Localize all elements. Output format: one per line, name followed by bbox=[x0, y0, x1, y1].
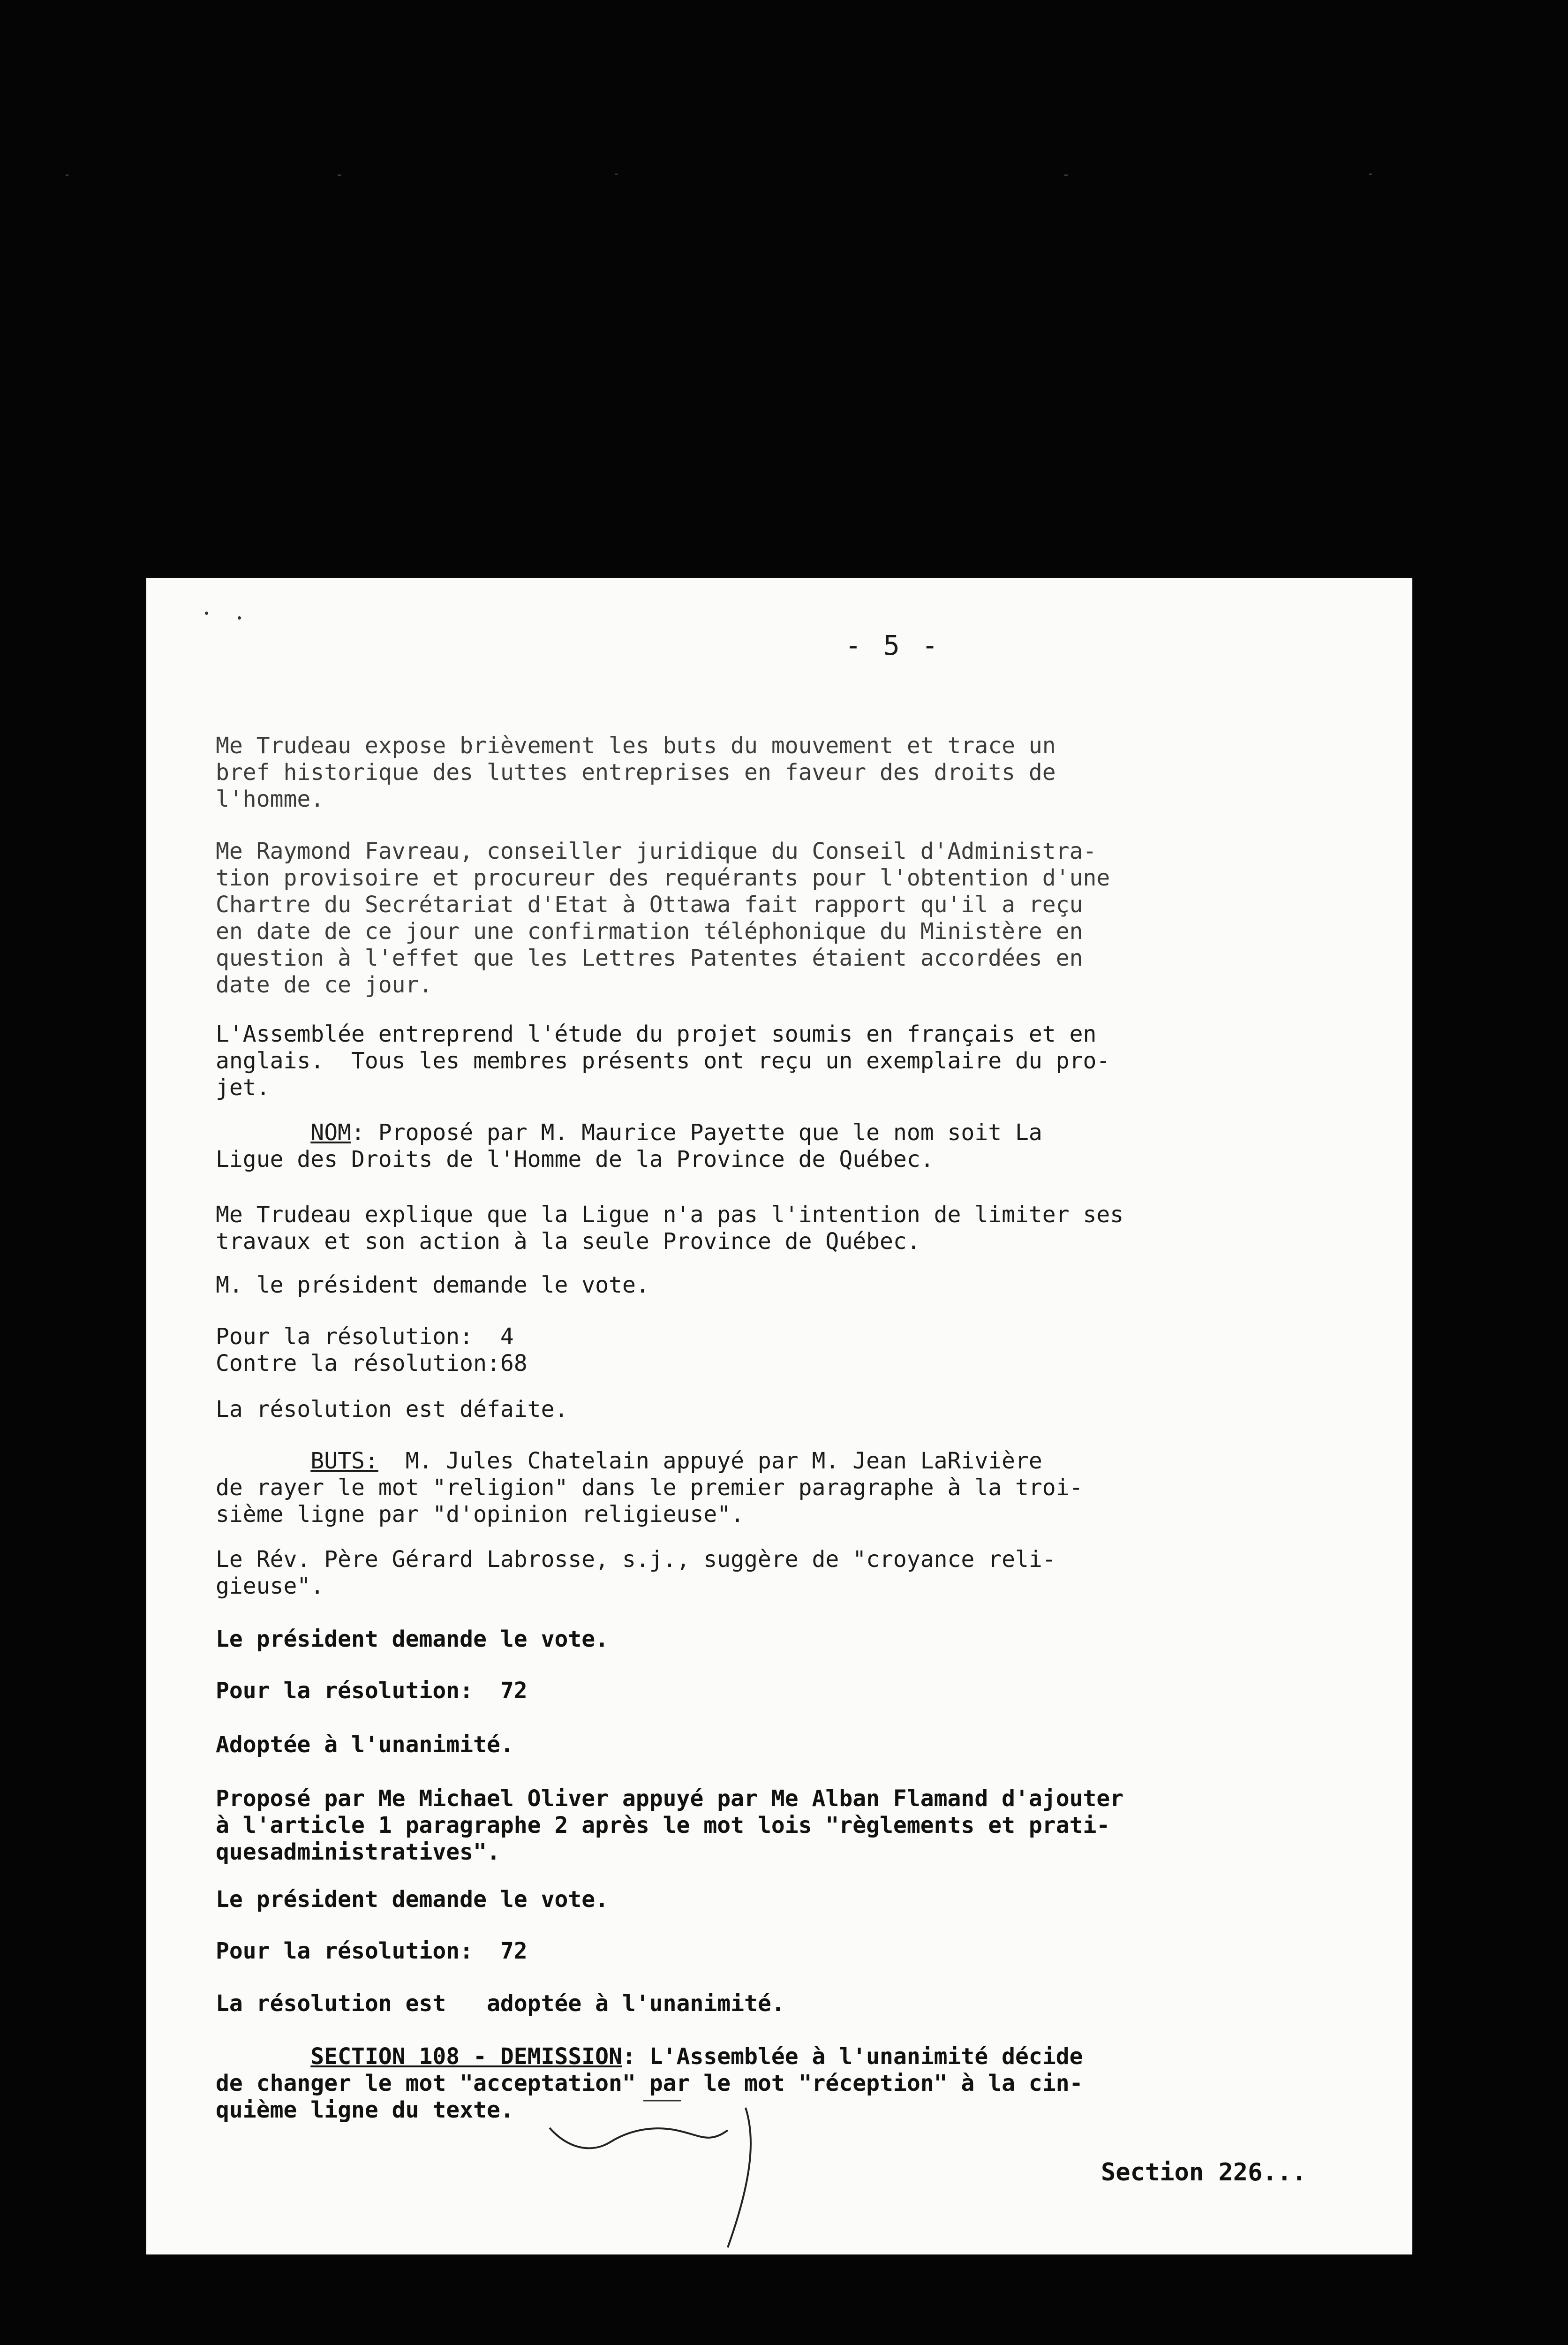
text-line: question à l'effet que les Lettres Patentes étaient accordées en bbox=[216, 945, 1083, 971]
text-line: quième ligne du texte. bbox=[216, 2097, 514, 2123]
text-line: Me Trudeau explique que la Ligue n'a pas l'intention de limiter ses bbox=[216, 1202, 1124, 1228]
paragraph bbox=[216, 1732, 1388, 1758]
text-line: anglais. Tous les membres présents ont reçu un exemplaire du pro- bbox=[216, 1048, 1110, 1074]
text-line: date de ce jour. bbox=[216, 972, 433, 998]
paragraph bbox=[216, 1546, 1388, 1600]
text-line: SECTION 108 - DEMISSION: L'Assemblée à l'unanimité décide bbox=[310, 2043, 1083, 2070]
text-line: de changer le mot "acceptation" par le mot "réception" à la cin- bbox=[216, 2070, 1083, 2096]
text-line: bref historique des luttes entreprises en faveur des droits de bbox=[216, 759, 1056, 786]
text-line: L'Assemblée entreprend l'étude du projet soumis en français et en bbox=[216, 1021, 1097, 1047]
text-line: Pour la résolution: 72 bbox=[216, 1678, 528, 1704]
text-line: Pour la résolution: 4 bbox=[216, 1324, 514, 1350]
paragraph bbox=[216, 1938, 1388, 1965]
text-line: tion provisoire et procureur des requérants pour l'obtention d'une bbox=[216, 865, 1110, 891]
text-line: Adoptée à l'unanimité. bbox=[216, 1732, 514, 1758]
text-line: l'homme. bbox=[216, 786, 324, 812]
paragraph bbox=[216, 1678, 1388, 1704]
page-number: - 5 - bbox=[845, 629, 941, 661]
text-line: à l'article 1 paragraphe 2 après le mot lois "règlements et prati- bbox=[216, 1812, 1110, 1838]
text-line: Le président demande le vote. bbox=[216, 1886, 609, 1913]
text-line: Chartre du Secrétariat d'Etat à Ottawa fait rapport qu'il a reçu bbox=[216, 892, 1083, 918]
text-line: quesadministratives". bbox=[216, 1839, 500, 1865]
text-line: Ligue des Droits de l'Homme de la Province de Québec. bbox=[216, 1146, 934, 1172]
paragraph bbox=[216, 1990, 1388, 2017]
text-line: Le président demande le vote. bbox=[216, 1626, 609, 1652]
paragraph bbox=[216, 1272, 1388, 1299]
paragraph bbox=[216, 1396, 1388, 1423]
text-line: Pour la résolution: 72 bbox=[216, 1938, 528, 1964]
paragraph bbox=[216, 1886, 1388, 1913]
text-line: La résolution est adoptée à l'unanimité. bbox=[216, 1990, 785, 2017]
text-line: Me Raymond Favreau, conseiller juridique du Conseil d'Administra- bbox=[216, 838, 1097, 864]
text-line: La résolution est défaite. bbox=[216, 1396, 568, 1422]
text-line: Contre la résolution:68 bbox=[216, 1350, 528, 1377]
paragraph bbox=[216, 1626, 1388, 1653]
paragraph bbox=[216, 1021, 1388, 1101]
paragraph bbox=[216, 838, 1388, 999]
paragraph bbox=[216, 1448, 1388, 1528]
text-line: travaux et son action à la seule Province de Québec. bbox=[216, 1228, 920, 1255]
text-line: Me Trudeau expose brièvement les buts du mouvement et trace un bbox=[216, 733, 1056, 759]
paragraph bbox=[216, 733, 1388, 813]
paragraph bbox=[216, 1324, 1388, 1377]
text-line: gieuse". bbox=[216, 1573, 324, 1599]
text-line: en date de ce jour une confirmation téléphonique du Ministère en bbox=[216, 918, 1083, 945]
text-line: M. le président demande le vote. bbox=[216, 1272, 649, 1298]
text-line: jet. bbox=[216, 1074, 270, 1101]
text-line: Proposé par Me Michael Oliver appuyé par Me Alban Flamand d'ajouter bbox=[216, 1785, 1124, 1812]
paragraph bbox=[216, 1202, 1388, 1255]
text-line: sième ligne par "d'opinion religieuse". bbox=[216, 1501, 745, 1528]
continuation-note: Section 226... bbox=[1101, 2158, 1307, 2186]
paragraph bbox=[216, 1120, 1388, 1173]
text-line: Le Rév. Père Gérard Labrosse, s.j., suggère de "croyance reli- bbox=[216, 1546, 1056, 1573]
paragraph bbox=[216, 1785, 1388, 1866]
text-line: NOM: Proposé par M. Maurice Payette que le nom soit La bbox=[310, 1120, 1042, 1146]
text-line: BUTS: M. Jules Chatelain appuyé par M. Jean LaRivière bbox=[310, 1448, 1042, 1474]
text-line: de rayer le mot "religion" dans le premier paragraphe à la troi- bbox=[216, 1475, 1083, 1501]
document-page bbox=[146, 578, 1412, 2254]
paragraph bbox=[216, 2043, 1388, 2124]
